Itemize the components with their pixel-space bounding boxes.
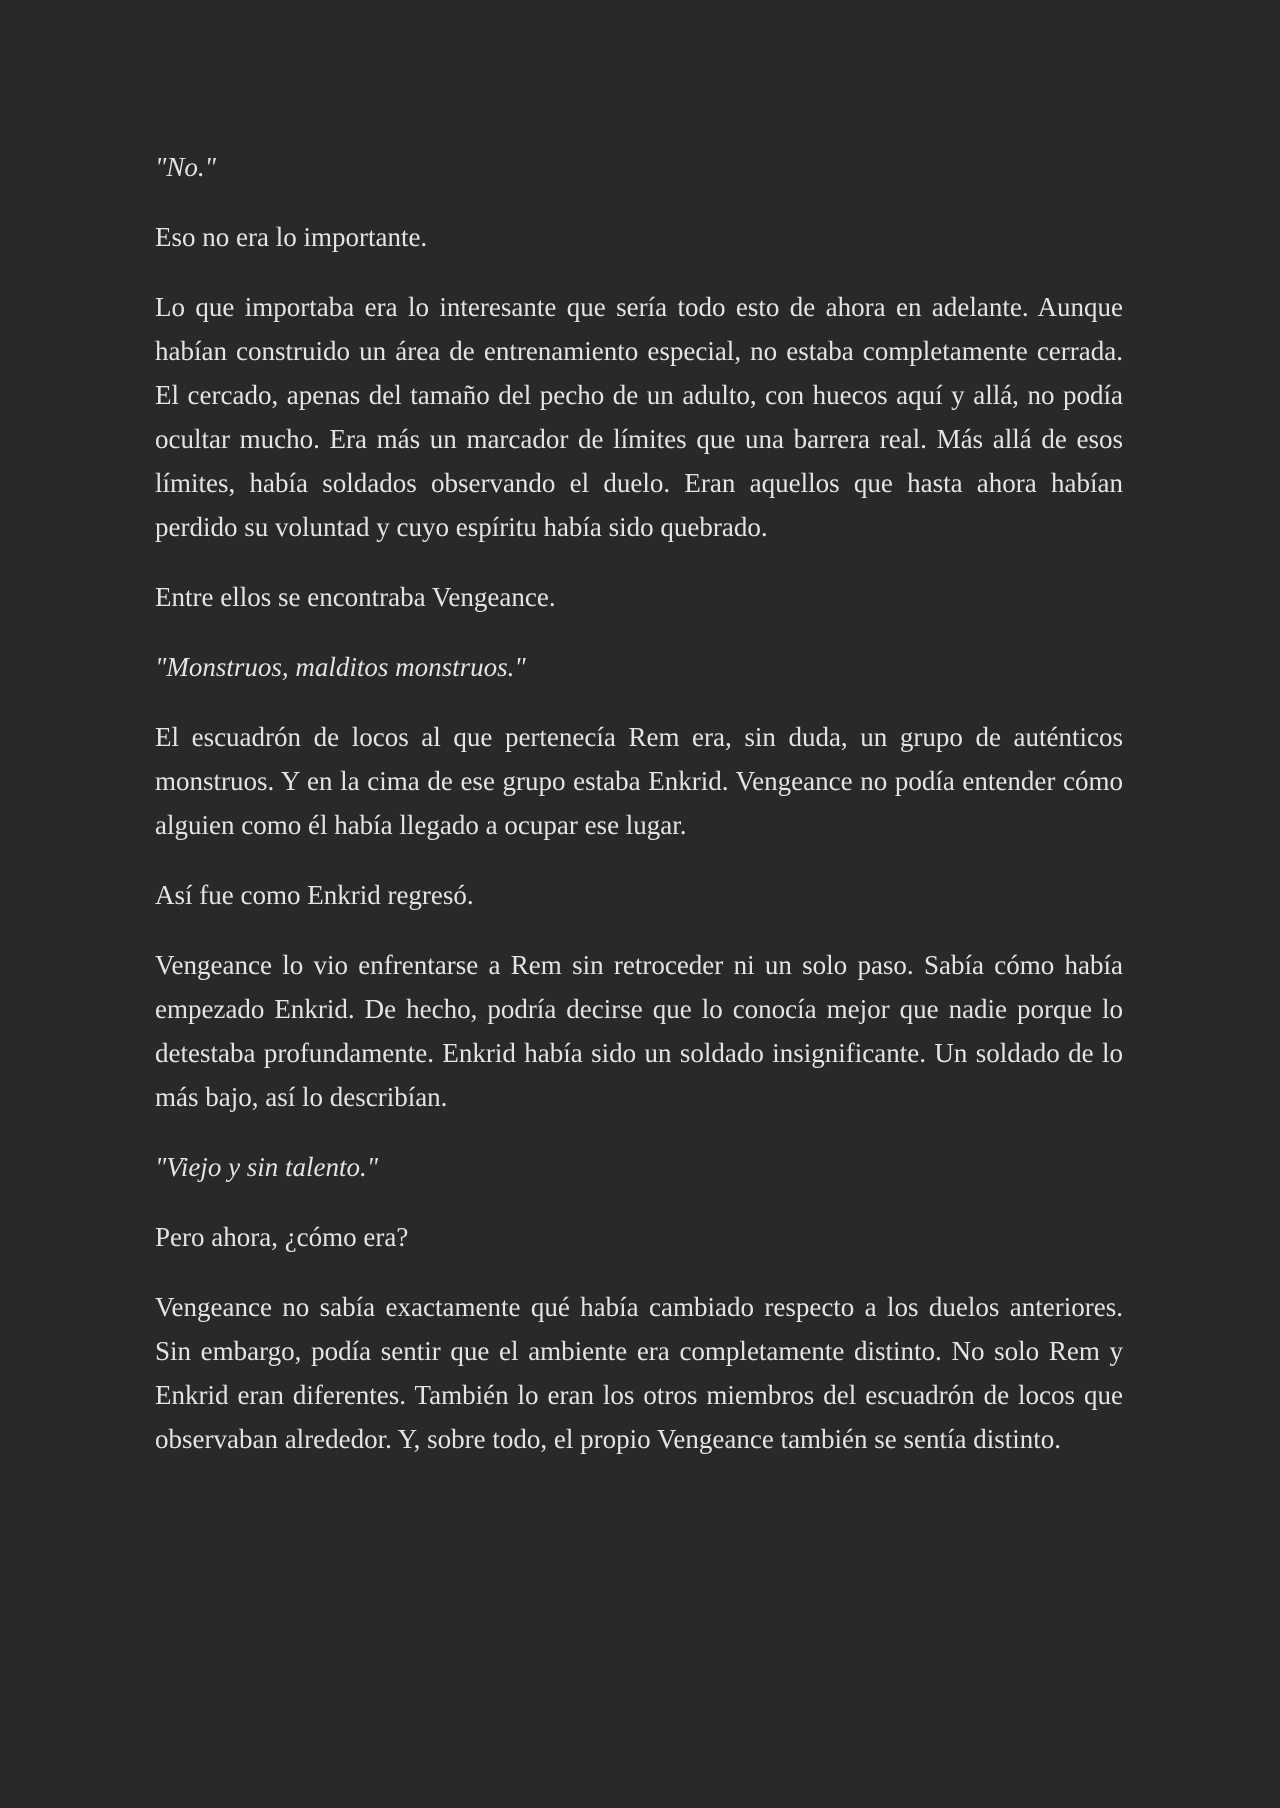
narrative-paragraph: Vengeance lo vio enfrentarse a Rem sin retroceder ni un solo paso. Sabía cómo había empezado Enkrid. De hecho, podría decirse que lo conocía mejor que nadie porque lo detestaba profundamente. Enkrid había sido un soldado insignificante. Un soldado de lo más bajo, así lo describían. — [155, 950, 1123, 1112]
dialogue-paragraph: "Viejo y sin talento." — [155, 1152, 379, 1182]
narrative-paragraph: Vengeance no sabía exactamente qué había cambiado respecto a los duelos anteriores. Sin embargo, podía sentir que el ambiente era completamente distinto. No solo Rem y Enkrid eran diferentes. También lo eran los otros miembros del escuadrón de locos que observaban alrededor. Y, sobre todo, el propio Vengeance también se sentía distinto. — [155, 1292, 1123, 1454]
narrative-paragraph: Entre ellos se encontraba Vengeance. — [155, 582, 556, 612]
narrative-paragraph: Así fue como Enkrid regresó. — [155, 880, 474, 910]
narrative-paragraph: Eso no era lo importante. — [155, 222, 428, 252]
narrative-paragraph: El escuadrón de locos al que pertenecía Rem era, sin duda, un grupo de auténticos monstruos. Y en la cima de ese grupo estaba Enkrid. Vengeance no podía entender cómo alguien como él había llegado a ocupar ese lugar. — [155, 722, 1123, 840]
dialogue-paragraph: "No." — [155, 152, 216, 182]
dialogue-paragraph: "Monstruos, malditos monstruos." — [155, 652, 526, 682]
narrative-paragraph: Lo que importaba era lo interesante que sería todo esto de ahora en adelante. Aunque habían construido un área de entrenamiento especial, no estaba completamente cerrada. El cercado, apenas del tamaño del pecho de un adulto, con huecos aquí y allá, no podía ocultar mucho. Era más un marcador de límites que una barrera real. Más allá de esos límites, había soldados observando el duelo. Eran aquellos que hasta ahora habían perdido su voluntad y cuyo espíritu había sido quebrado. — [155, 292, 1123, 542]
narrative-paragraph: Pero ahora, ¿cómo era? — [155, 1222, 409, 1252]
reader-page — [155, 145, 1123, 1487]
